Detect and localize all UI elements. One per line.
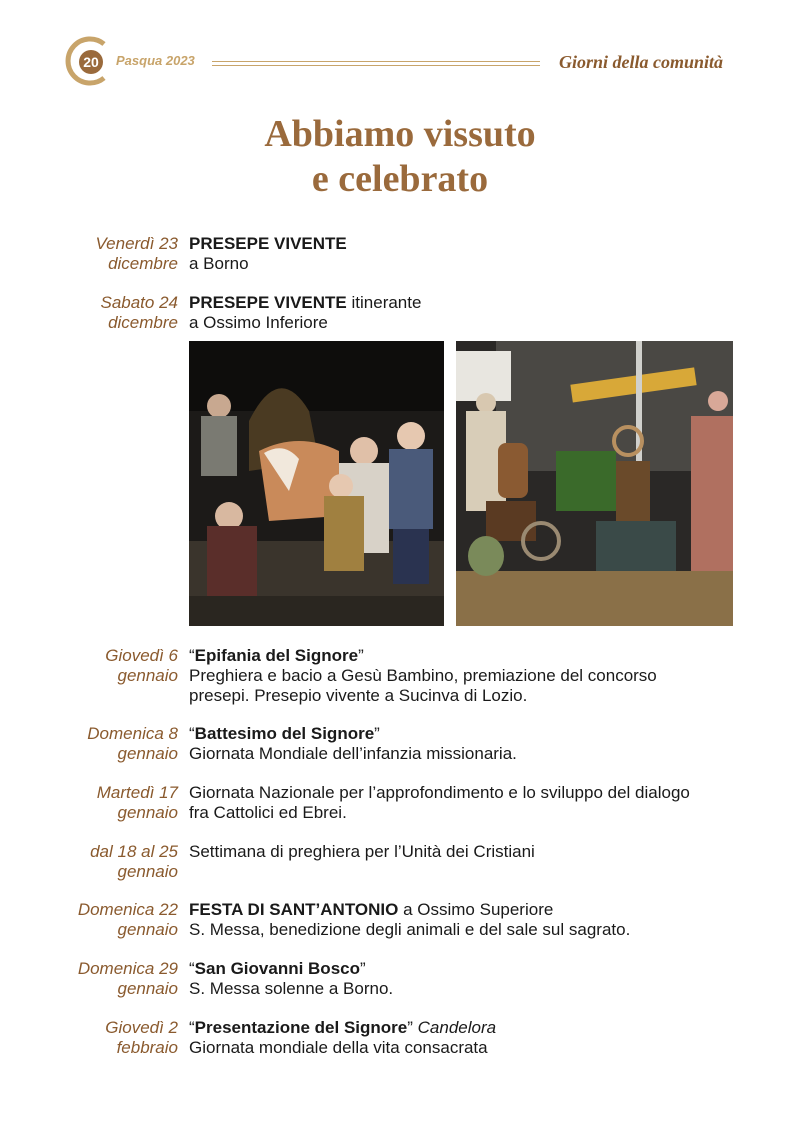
event-date-line: Giovedì 2 bbox=[105, 1018, 178, 1037]
event-date bbox=[78, 900, 178, 940]
event-title: San Giovanni Bosco bbox=[194, 959, 360, 978]
event-date-line: gennaio bbox=[117, 666, 178, 685]
nativity-photo-workshop bbox=[456, 341, 733, 626]
event-date-line: Giovedì 6 bbox=[105, 646, 178, 665]
event-date bbox=[95, 234, 178, 274]
title-line: Abbiamo vissuto bbox=[264, 113, 536, 155]
event-date-line: dicembre bbox=[108, 254, 178, 273]
event-description bbox=[189, 234, 749, 274]
event-date bbox=[90, 842, 178, 882]
event-date-line: dal 18 al 25 bbox=[90, 842, 178, 861]
event-description bbox=[189, 1018, 749, 1058]
event-date bbox=[105, 1018, 178, 1058]
event-subtitle: Candelora bbox=[417, 1018, 497, 1037]
event-date-line: dicembre bbox=[108, 313, 178, 332]
issue-label: Pasqua 2023 bbox=[116, 53, 195, 68]
event-date-line: Domenica 8 bbox=[87, 724, 178, 743]
header-rule bbox=[212, 65, 540, 66]
quote-mark: “ bbox=[189, 959, 195, 978]
event-date-line: Domenica 22 bbox=[77, 900, 178, 919]
event-date-line: gennaio bbox=[117, 920, 178, 939]
event-text: S. Messa, benedizione degli animali e del sale sul sagrato. bbox=[189, 920, 631, 939]
event-text: Giornata mondiale della vita consacrata bbox=[189, 1038, 488, 1057]
quote-mark: “ bbox=[189, 1018, 195, 1037]
event-description bbox=[189, 842, 749, 862]
quote-mark: “ bbox=[189, 724, 195, 743]
event-title: Epifania del Signore bbox=[194, 646, 359, 665]
event-date-line: Martedì 17 bbox=[96, 783, 178, 802]
event-description bbox=[189, 293, 749, 333]
quote-mark: ” bbox=[407, 1018, 413, 1037]
event-text: fra Cattolici ed Ebrei. bbox=[189, 803, 347, 822]
event-date-line: gennaio bbox=[117, 803, 178, 822]
event-text: a Ossimo Inferiore bbox=[189, 313, 328, 332]
event-description bbox=[189, 646, 749, 706]
event-description bbox=[189, 900, 749, 940]
event-date-line: Venerdì 23 bbox=[95, 234, 178, 253]
event-text: Preghiera e bacio a Gesù Bambino, premiazione del concorso bbox=[189, 666, 657, 685]
quote-mark: ” bbox=[374, 724, 380, 743]
event-date bbox=[78, 959, 178, 999]
event-title: FESTA DI SANT’ANTONIO bbox=[189, 900, 399, 919]
title-line: e celebrato bbox=[311, 158, 489, 200]
page-header bbox=[0, 0, 800, 100]
event-date bbox=[105, 646, 178, 686]
nativity-photo-children bbox=[189, 341, 444, 626]
event-title: PRESEPE VIVENTE bbox=[189, 234, 347, 253]
event-date bbox=[100, 293, 178, 333]
event-title: Battesimo del Signore bbox=[194, 724, 375, 743]
header-rule bbox=[212, 61, 540, 62]
section-title: Giorni della comunità bbox=[558, 52, 723, 72]
event-description bbox=[189, 959, 749, 999]
event-title: Presentazione del Signore bbox=[194, 1018, 408, 1037]
event-date-line: Sabato 24 bbox=[100, 293, 178, 312]
page-title bbox=[0, 112, 800, 202]
event-text: Giornata Mondiale dell’infanzia missionaria. bbox=[189, 744, 517, 763]
event-date-line: gennaio bbox=[117, 862, 178, 881]
event-description bbox=[189, 724, 749, 764]
event-text: Giornata Nazionale per l’approfondimento e lo sviluppo del dialogo bbox=[189, 783, 690, 802]
event-text: a Borno bbox=[189, 254, 249, 273]
event-text: Settimana di preghiera per l’Unità dei Cristiani bbox=[189, 842, 535, 861]
quote-mark: ” bbox=[359, 959, 366, 978]
event-date bbox=[97, 783, 178, 823]
event-date-line: gennaio bbox=[117, 744, 178, 763]
quote-mark: ” bbox=[358, 646, 364, 665]
event-date bbox=[87, 724, 178, 764]
event-text: itinerante bbox=[346, 293, 422, 312]
event-date-line: gennaio bbox=[117, 979, 178, 998]
event-text: S. Messa solenne a Borno. bbox=[189, 979, 394, 998]
page-number: 20 bbox=[79, 50, 103, 74]
event-text: a Ossimo Superiore bbox=[398, 900, 554, 919]
event-date-line: febbraio bbox=[116, 1038, 178, 1057]
event-description bbox=[189, 783, 749, 823]
event-text: presepi. Presepio vivente a Sucinva di Lozio. bbox=[189, 686, 528, 705]
event-date-line: Domenica 29 bbox=[77, 959, 178, 978]
quote-mark: “ bbox=[189, 646, 195, 665]
event-title: PRESEPE VIVENTE bbox=[189, 293, 347, 312]
